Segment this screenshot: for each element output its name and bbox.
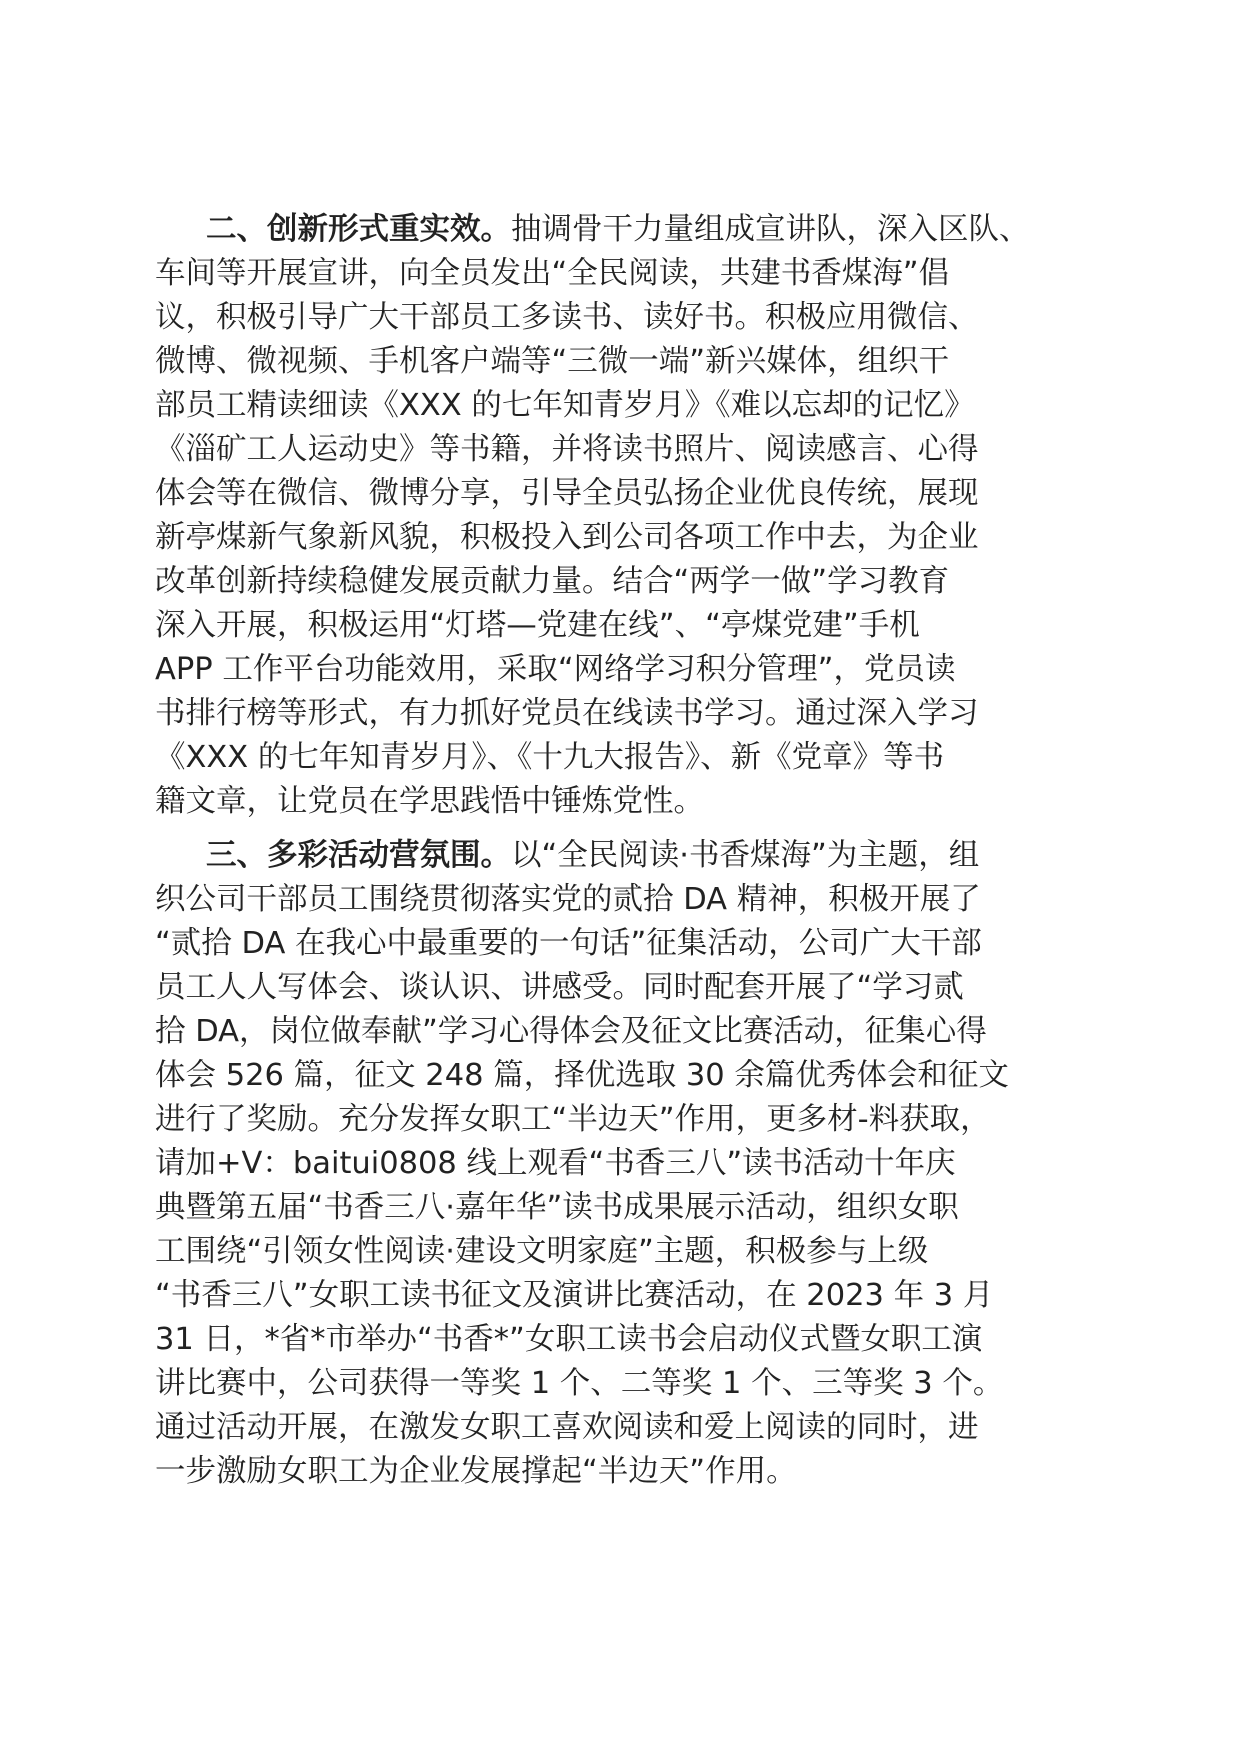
paragraph-innovation (155, 208, 1095, 824)
paragraph-line: 一步激励女职工为企业发展撑起“半边天”作用。 (155, 1454, 797, 1489)
paragraph-line: APP 工作平台功能效用，采取“网络学习积分管理”，党员读 (155, 652, 956, 687)
paragraph-line: 《淄矿工人运动史》等书籍，并将读书照片、阅读感言、心得 (155, 432, 979, 467)
paragraph-line: 讲比赛中，公司获得一等奖 1 个、二等奖 1 个、三等奖 3 个。 (155, 1366, 1004, 1401)
paragraph-line: 工围绕“引领女性阅读·建设文明家庭”主题，积极参与上级 (155, 1234, 929, 1269)
paragraph-line: 改革创新持续稳健发展贡献力量。结合“两学一做”学习教育 (155, 564, 950, 599)
paragraph-line (155, 208, 1095, 252)
paragraph-line: 拾 DA，岗位做奉献”学习心得体会及征文比赛活动，征集心得 (155, 1014, 987, 1049)
paragraph-line: 进行了奖励。充分发挥女职工“半边天”作用，更多材-料获取， (155, 1102, 991, 1137)
paragraph-text: 以“全民阅读·书香煤海”为主题，组 (511, 838, 980, 873)
paragraph-line: 微博、微视频、手机客户端等“三微一端”新兴媒体，组织干 (155, 344, 950, 379)
paragraph-activities (155, 834, 1095, 1494)
paragraph-line: 《XXX 的七年知青岁月》、《十九大报告》、新《党章》等书 (155, 740, 945, 775)
paragraph-line: “书香三八”女职工读书征文及演讲比赛活动，在 2023 年 3 月 (155, 1278, 994, 1313)
paragraph-line: 议，积极引导广大干部员工多读书、读好书。积极应用微信、 (155, 300, 979, 335)
paragraph-line: 籍文章，让党员在学思践悟中锤炼党性。 (155, 784, 704, 819)
paragraph-line: 书排行榜等形式，有力抓好党员在线读书学习。通过深入学习 (155, 696, 979, 731)
paragraph-line: 织公司干部员工围绕贯彻落实党的贰拾 DA 精神，积极开展了 (155, 882, 981, 917)
section-heading: 二、创新形式重实效。 (206, 212, 511, 247)
paragraph-line: 车间等开展宣讲，向全员发出“全民阅读，共建书香煤海”倡 (155, 256, 950, 291)
paragraph-line: 部员工精读细读《XXX 的七年知青岁月》《难以忘却的记忆》 (155, 388, 975, 423)
paragraph-line: 请加+V：baitui0808 线上观看“书香三八”读书活动十年庆 (155, 1146, 956, 1181)
paragraph-line (155, 834, 1095, 878)
paragraph-line: 31 日，*省*市举办“书香*”女职工读书会启动仪式暨女职工演 (155, 1322, 983, 1357)
paragraph-line: 新亭煤新气象新风貌，积极投入到公司各项工作中去，为企业 (155, 520, 979, 555)
paragraph-spacer (155, 824, 1095, 834)
paragraph-line: “贰拾 DA 在我心中最重要的一句话”征集活动，公司广大干部 (155, 926, 982, 961)
paragraph-text: 抽调骨干力量组成宣讲队，深入区队、 (511, 212, 1030, 247)
section-heading: 三、多彩活动营氛围。 (206, 838, 511, 873)
paragraph-line: 体会 526 篇，征文 248 篇，择优选取 30 余篇优秀体会和征文 (155, 1058, 1009, 1093)
document-body (155, 208, 1095, 1494)
paragraph-line: 通过活动开展，在激发女职工喜欢阅读和爱上阅读的同时，进 (155, 1410, 979, 1445)
paragraph-line: 员工人人写体会、谈认识、讲感受。同时配套开展了“学习贰 (155, 970, 964, 1005)
paragraph-line: 体会等在微信、微博分享，引导全员弘扬企业优良传统，展现 (155, 476, 979, 511)
paragraph-line: 深入开展，积极运用“灯塔—党建在线”、“亭煤党建”手机 (155, 608, 920, 643)
paragraph-line: 典暨第五届“书香三八·嘉年华”读书成果展示活动，组织女职 (155, 1190, 959, 1225)
